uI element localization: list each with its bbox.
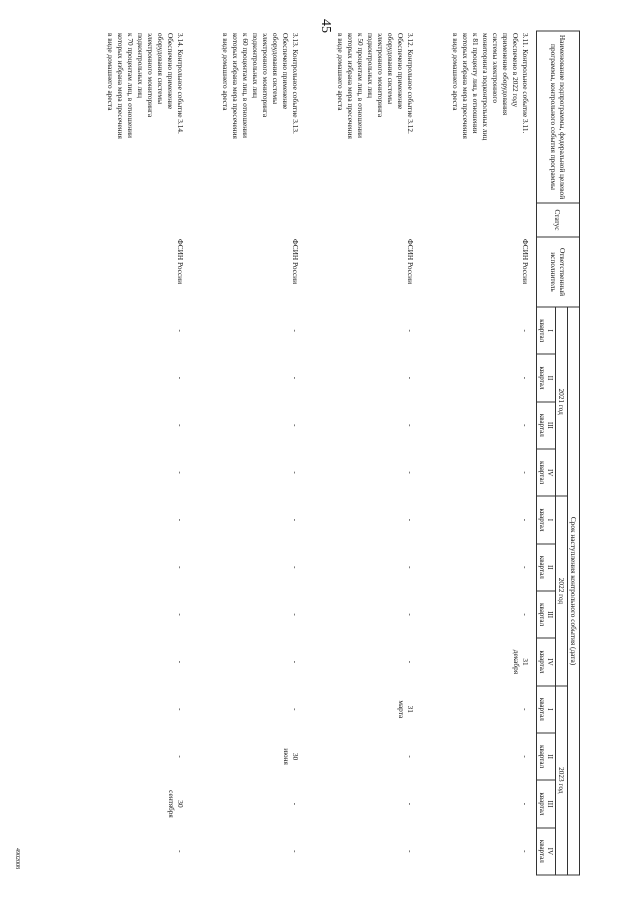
deadline-cell [421,448,537,495]
deadline-cell [306,401,421,448]
deadline-value: - [521,328,530,332]
quarter-numeral: II [546,375,554,380]
quarter-numeral: I [546,328,554,332]
deadline-cell [306,780,421,827]
quarter-numeral: IV [546,657,554,666]
deadline-cell [421,780,537,827]
header-year-2022: 2022 год [556,496,568,685]
quarter-word: квартал [538,555,546,579]
event-executor: ФСИН России [176,238,185,284]
deadline-cell [306,590,421,637]
deadline-cell [421,685,537,732]
quarter-word: квартал [538,791,546,815]
header-executor: Ответственный исполнитель [537,237,580,307]
quarter-word: квартал [538,508,546,531]
deadline-value: - [406,849,415,853]
deadline-value: - [176,849,185,853]
deadline-cell [191,827,306,874]
deadline-value: - [521,565,530,569]
quarter-word: квартал [538,318,546,342]
deadline-value: - [521,376,530,379]
deadline-cell [306,685,421,732]
deadline-value: - [521,707,530,710]
deadline-cell [76,307,191,354]
deadline-value: - [291,328,300,332]
deadline-cell [306,543,421,590]
header-quarter [537,732,556,779]
quarter-numeral: I [546,518,554,521]
deadline-cell [191,401,306,448]
deadline-cell [191,354,306,401]
quarter-numeral: IV [546,468,554,476]
header-quarter [537,307,556,354]
header-quarter [537,448,556,495]
event-status [306,203,421,237]
deadline-value: - [406,612,415,616]
deadline-cell [306,638,421,685]
deadline-value: - [406,565,415,569]
table-header [537,31,580,875]
header-quarter [537,401,556,448]
quarter-word: квартал [538,839,546,863]
header-quarter [537,827,556,874]
quarter-word: квартал [538,460,546,484]
header-quarter [537,543,556,590]
deadline-value: - [291,565,300,569]
deadline-value: - [521,423,530,427]
table-row [306,31,421,875]
header-quarter [537,780,556,827]
deadline-value: - [176,470,185,474]
deadline-value: - [521,849,530,853]
deadline-value: - [291,660,300,663]
deadline-cell [421,307,537,354]
table-row [76,31,191,875]
event-status [191,203,306,237]
deadline-cell [76,354,191,401]
deadline-cell [191,543,306,590]
deadline-value: - [406,754,415,758]
deadline-value: - [406,470,415,474]
deadline-cell [421,354,537,401]
deadline-value: - [176,423,185,427]
deadline-value: - [291,802,300,805]
event-executor: ФСИН России [521,238,530,284]
header-status: Статус [537,203,580,237]
deadline-value: - [176,612,185,616]
deadline-value: - [521,802,530,805]
deadline-cell [76,543,191,590]
page-number: 45 [318,19,333,33]
deadline-cell [306,354,421,401]
event-name: 3.13. Контрольное событие 3.13. Обеспечено применение оборудования системы электронного мониторинга подконтрольных лиц к 60 процентам лиц, в отношении которых избрана мера пресечения в виде домашнего ареста [221,32,300,139]
deadline-cell [76,496,191,543]
footer-code: 4902008 [14,848,20,869]
deadline-value: - [176,660,185,663]
deadline-cell [76,780,191,827]
deadline-cell [191,732,306,779]
deadline-cell [306,307,421,354]
table-row [191,31,306,875]
event-status [421,203,537,237]
quarter-word: квартал [538,744,546,768]
deadline-value: - [406,802,415,805]
deadline-cell [76,638,191,685]
event-executor: ФСИН России [291,238,300,284]
quarter-numeral: III [546,610,554,618]
deadline-value: - [176,565,185,569]
rotated-page [60,30,580,875]
deadline-cell [306,827,421,874]
deadline-cell [306,732,421,779]
deadline-value: - [521,612,530,616]
quarter-word: квартал [538,366,546,389]
deadline-value: 30 сентября [167,789,185,818]
event-name: 3.11. Контрольное событие 3.11. Обеспечено в 2022 году применение оборудования системы электронного мониторинга подконтрольных лиц к 81 проценту лиц, в отношении которых избрана мера пресечения в виде домашнего ареста [451,32,530,140]
quarter-word: квартал [538,413,546,437]
quarter-word: квартал [538,649,546,673]
event-executor: ФСИН России [406,238,415,284]
deadline-cell [191,496,306,543]
quarter-numeral: III [546,421,554,429]
deadline-value: - [176,707,185,710]
deadline-cell [191,307,306,354]
deadline-value: - [291,376,300,379]
quarter-numeral: I [546,707,554,710]
deadline-value: - [406,660,415,663]
quarter-numeral: II [546,753,554,759]
deadline-cell [191,685,306,732]
deadline-cell [421,543,537,590]
header-year-2021: 2021 год [556,307,568,496]
deadline-value: - [291,612,300,616]
deadline-value: - [521,754,530,758]
deadline-cell [421,638,537,685]
header-year-2023: 2023 год [556,685,568,874]
deadline-cell [76,685,191,732]
deadline-value: - [291,423,300,427]
deadline-value: - [406,423,415,427]
deadline-cell [421,401,537,448]
deadline-value: 31 марта [397,699,415,718]
event-name: 3.12. Контрольное событие 3.12. Обеспечено применение оборудования системы электронного мониторинга подконтрольных лиц к 50 процентам лиц, в отношении которых избрана мера пресечения в виде домашнего ареста [336,32,415,139]
deadline-cell [306,496,421,543]
deadline-cell [191,590,306,637]
quarter-numeral: III [546,799,554,807]
deadline-cell [191,448,306,495]
header-quarter [537,638,556,685]
deadline-value: - [291,849,300,853]
deadline-cell [306,448,421,495]
deadline-value: - [176,376,185,379]
table-body [76,31,537,875]
header-quarter [537,685,556,732]
deadline-cell [76,827,191,874]
header-deadline-group: Срок наступления контрольного события (дата) [568,307,580,875]
deadline-cell [421,732,537,779]
event-status [76,203,191,237]
quarter-word: квартал [538,602,546,626]
deadline-cell [191,638,306,685]
deadline-cell [421,496,537,543]
quarter-numeral: II [546,564,554,570]
deadline-cell [421,590,537,637]
deadline-value: - [291,707,300,710]
deadline-value: - [521,470,530,474]
deadline-value: - [406,518,415,521]
deadline-value: - [406,376,415,379]
deadline-value: - [291,518,300,521]
deadline-cell [76,732,191,779]
deadline-value: 30 июня [282,747,300,765]
deadline-value: - [521,518,530,521]
header-quarter [537,590,556,637]
header-quarter [537,496,556,543]
control-events-table [76,30,580,875]
deadline-cell [76,401,191,448]
deadline-value: 31 декабря [512,649,530,674]
deadline-value: - [176,518,185,521]
event-name: 3.14. Контрольное событие 3.14. Обеспечено применение оборудования системы электронного мониторинга подконтрольных лиц к 70 процентам лиц, в отношении которых избрана мера пресечения в виде домашнего ареста [106,32,185,139]
header-quarter [537,354,556,401]
deadline-cell [421,827,537,874]
deadline-value: - [406,328,415,332]
table-row [421,31,537,875]
deadline-value: - [291,470,300,474]
deadline-cell [76,448,191,495]
quarter-numeral: IV [546,847,554,855]
header-name: Наименование подпрограммы, федеральной целевой программы, контрольного события программы [537,31,580,203]
deadline-value: - [176,754,185,758]
deadline-value: - [176,328,185,332]
deadline-cell [76,590,191,637]
quarter-word: квартал [538,697,546,721]
deadline-cell [191,780,306,827]
